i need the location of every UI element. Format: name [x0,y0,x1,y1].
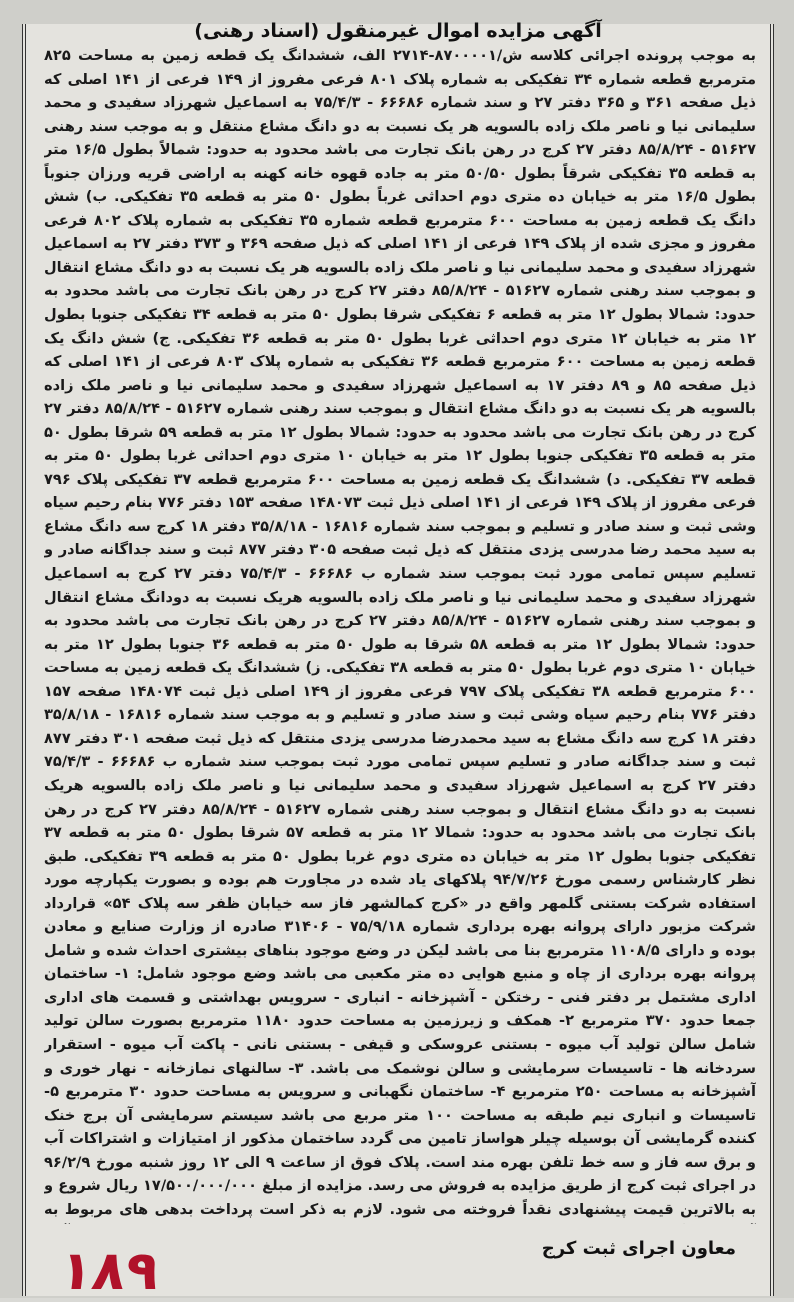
notice-signature: معاون اجرای ثبت کرج [541,1238,736,1259]
notice-body-text: به موجب پرونده اجرائی کلاسه ش/۸۷۰۰۰۰۱-۲۷۱۴ الف، ششدانگ یک قطعه زمین به مساحت ۸۲۵ مترمربع قطعه شماره ۳۴ تفکیکی به شماره پلاک ۸۰۱ فرعی مفروز از ۱۴۹ فرعی از ۱۴۱ اصلی که ذیل صفحه ۳۶۱ و ۳۶۵ دفتر ۲۷ و سند شماره ۶۶۶۸۶ - ۷۵/۴/۳ به اسماعیل شهرزاد سفیدی و محمد سلیمانی نیا و ناصر ملک زاده بالسویه هر یک نسبت به دو دانگ مشاع منتقل و به موجب سند رهنی ۵۱۶۲۷ - ۸۵/۸/۲۴ دفتر ۲۷ کرج در رهن بانک تجارت می باشد محدود به حدود: شمالاً بطول ۱۶/۵ متر به قطعه ۳۵ تفکیکی شرقاً بطول ۵۰/۵۰ متر به جاده قهوه خانه کهنه به اراضی قریه ورزان جنوباً بطول ۱۶/۵ متر به خیابان ده متری دوم احداثی غرباً بطول ۵۰ متر به قطعه ۳۵ تفکیکی. ب) شش دانگ یک قطعه زمین به مساحت ۶۰۰ مترمربع قطعه شماره ۳۵ تفکیکی به شماره پلاک ۸۰۲ فرعی مفروز و مجزی شده از پلاک ۱۴۹ فرعی از ۱۴۱ اصلی که ذیل صفحه ۳۶۹ و ۳۷۳ دفتر ۲۷ به اسماعیل شهرزاد سفیدی و محمد سلیمانی نیا و ناصر ملک زاده بالسویه هر یک نسبت به دو دانگ مشاع انتقال و بموجب سند رهنی شماره ۵۱۶۲۷ - ۸۵/۸/۲۴ دفتر ۲۷ کرج در رهن بانک تجارت می باشد محدود به حدود: شمالا بطول ۱۲ متر به قطعه ۶ تفکیکی شرقا بطول ۵۰ متر به قطعه ۳۴ تفکیکی جنوبا بطول ۱۲ متر به خیابان ۱۲ متری دوم احداثی غربا بطول ۵۰ متر به قطعه ۳۶ تفکیکی. ج) شش دانگ یک قطعه زمین به مساحت ۶۰۰ مترمربع قطعه ۳۶ تفکیکی به شماره پلاک ۸۰۳ فرعی از ۱۴۱ اصلی که ذیل صفحه ۸۵ و ۸۹ دفتر ۱۷ به اسماعیل شهرزاد سفیدی و محمد سلیمانی نیا و ناصر ملک زاده بالسویه هر یک نسبت به دو دانگ مشاع انتقال و بموجب سند رهنی شماره ۵۱۶۲۷ - ۸۵/۸/۲۴ دفتر ۲۷ کرج در رهن بانک تجارت می باشد محدود به حدود: شمالا بطول ۱۲ متر به قطعه ۵۹ شرقا بطول ۵۰ متر به قطعه ۳۵ تفکیکی جنوبا بطول ۱۲ متر به خیابان ۱۰ متری دوم احداثی غربا بطول ۵۰ متر به قطعه ۳۷ تفکیکی. د) ششدانگ یک قطعه زمین به مساحت ۶۰۰ مترمربع قطعه ۳۷ تفکیکی پلاک ۷۹۶ فرعی مفروز از پلاک ۱۴۹ فرعی از ۱۴۱ اصلی ذیل ثبت ۱۴۸۰۷۳ صفحه ۱۵۳ دفتر ۷۷۶ بنام رحیم سیاه وشی ثبت و سند صادر و تسلیم و بموجب سند شماره ۱۶۸۱۶ - ۳۵/۸/۱۸ دفتر ۱۸ کرج سه دانگ مشاع به سید محمد رضا مدرسی یزدی منتقل که ذیل ثبت صفحه ۳۰۵ دفتر ۸۷۷ ثبت و سند جداگانه صادر و تسلیم سپس تمامی مورد ثبت بموجب سند شماره ب ۶۶۶۸۶ - ۷۵/۴/۳ دفتر ۲۷ کرج به اسماعیل شهرزاد سفیدی و محمد سلیمانی نیا و ناصر ملک زاده بالسویه هریک نسبت به دودانگ مشاع انتقال و بموجب سند رهنی شماره ۵۱۶۲۷ - ۸۵/۸/۲۴ دفتر ۲۷ کرج در رهن بانک تجارت می باشد محدود به حدود: شمالا بطول ۱۲ متر به قطعه ۵۸ شرقا به طول ۵۰ متر به قطعه ۳۶ جنوبا بطول ۱۲ متر به خیابان ۱۰ متری دوم غربا بطول ۵۰ متر به قطعه ۳۸ تفکیکی. ز) ششدانگ یک قطعه زمین به مساحت ۶۰۰ مترمربع قطعه ۳۸ تفکیکی پلاک ۷۹۷ فرعی مفروز از ۱۴۹ اصلی ذیل ثبت ۱۴۸۰۷۴ صفحه ۱۵۷ دفتر ۷۷۶ بنام رحیم سیاه وشی ثبت و سند صادر و تسلیم و به موجب سند شماره ۱۶۸۱۶ - ۳۵/۸/۱۸ دفتر ۱۸ کرج سه دانگ مشاع به سید محمدرضا مدرسی یزدی منتقل که ذیل ثبت صفحه ۳۰۱ دفتر ۸۷۷ ثبت و سند جداگانه صادر و تسلیم سپس تمامی مورد ثبت بموجب سند شماره ب ۶۶۶۸۶ - ۷۵/۴/۳ دفتر ۲۷ کرج به اسماعیل شهرزاد سفیدی و محمد سلیمانی نیا و ناصر ملک زاده بالسویه هریک نسبت به دو دانگ مشاع انتقال و بموجب سند رهنی شماره ۵۱۶۲۷ - ۸۵/۸/۲۴ دفتر ۲۷ کرج در رهن بانک تجارت می باشد محدود به حدود: شمالا ۱۲ متر به قطعه ۵۷ شرقا بطول ۵۰ متر به قطعه ۳۷ تفکیکی جنوبا بطول ۱۲ متر به خیابان ده متری دوم غربا بطول ۵۰ متر به قطعه ۳۹ تفکیکی. طبق نظر کارشناس رسمی مورخ ۹۴/۷/۲۶ پلاکهای یاد شده در مجاورت هم بوده و بصورت یکپارچه مورد استفاده شرکت بستنی گلمهر واقع در «کرج کمالشهر فاز سه خیابان ظفر سه پلاک ۵۴» قرارداد شرکت مزبور دارای پروانه بهره برداری شماره ۷۵/۹/۱۸ - ۳۱۴۰۶ صادره از وزارت صنایع و معادن بوده و دارای ۱۱۰۸/۵ مترمربع بنا می باشد لیکن در وضع موجود بناهای بیشتری احداث شده و شامل پروانه بهره برداری از چاه و منبع هوایی ده متر مکعبی می باشد وضع موجود شامل: ۱- ساختمان اداری مشتمل بر دفتر فنی - رختکن - آشپزخانه - انباری - سرویس بهداشتی و قسمت های اداری جمعا حدود ۳۷۰ مترمربع ۲- همکف و زیرزمین به مساحت حدود ۱۱۸۰ مترمربع بصورت سالن تولید شامل سالن تولید آب میوه - بستنی عروسکی و قیفی - بستنی نانی - پاکت آب میوه - استقرار سردخانه ها - تاسیسات سرمایشی و سالن نوشمک می باشد. ۳- سالنهای نمازخانه - نهار خوری و آشپزخانه به مساحت ۲۵۰ مترمربع ۴- ساختمان نگهبانی و سرویس به مساحت حدود ۳۰ مترمربع ۵- تاسیسات و انباری نیم طبقه به مساحت ۱۰۰ متر مربع می باشد سیستم سرمایشی آن برج خنک کننده گرمایشی آن بوسیله چیلر هواساز تامین می گردد ساختمان مذکور از امتیازات و اشتراکات آب و برق سه فاز و سه خط تلفن بهره مند است. پلاک فوق از ساعت ۹ الی ۱۲ روز شنبه مورخ ۹۶/۲/۹ در اجرای ثبت کرج از طریق مزایده به فروش می رسد. مزایده از مبلغ ۱۷/۵۰۰/۰۰۰/۰۰۰ ریال شروع و به بالاترین قیمت پیشنهادی نقداً فروخته می شود. لازم به ذکر است پرداخت بدهی های مربوط به [44,47,756,1218]
notice-body [44,44,756,1224]
handwritten-number: ۱۸۹ [55,1239,164,1302]
notice-title: آگهی مزایده اموال غیرمنقول (اسناد رهنی) [194,20,602,42]
notice-frame [22,20,774,1302]
